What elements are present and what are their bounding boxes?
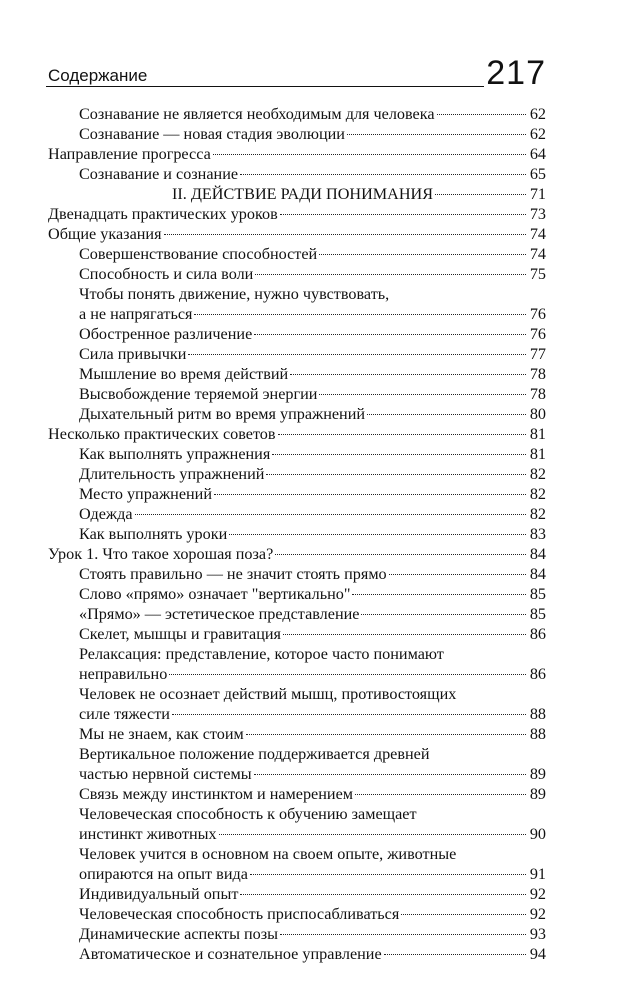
toc-entry-page: 65	[529, 165, 546, 183]
toc-subentry	[79, 404, 621, 424]
toc-entry-title: Человеческая способность приспосабливаться	[79, 905, 400, 923]
toc-entry-title: инстинкт животных	[79, 825, 217, 843]
toc-subentry	[79, 584, 621, 604]
toc-entry-line	[79, 784, 546, 804]
toc-subentry	[79, 364, 621, 384]
dot-leader	[266, 473, 526, 475]
toc-entry-page: 74	[529, 245, 546, 263]
toc-subentry	[79, 844, 621, 884]
header-rule	[46, 86, 484, 87]
running-header	[46, 54, 546, 92]
toc-entry-page: 77	[529, 345, 546, 363]
toc-entry-title: Обостренное различение	[79, 325, 253, 343]
toc-entry-line	[79, 664, 546, 684]
toc-subentry	[79, 524, 621, 544]
toc-entry-page: 90	[529, 825, 546, 843]
toc-entry-page: 80	[529, 405, 546, 423]
dot-leader	[219, 833, 526, 835]
toc-entry-line	[79, 604, 546, 624]
toc-chapter-entry	[48, 204, 621, 224]
dot-leader	[254, 773, 526, 775]
toc-entry-page: 74	[529, 225, 546, 243]
toc-entry-page: 93	[529, 925, 546, 943]
toc-chapter-entry	[48, 144, 621, 164]
toc-entry-line	[79, 824, 546, 844]
toc-entry-line	[172, 184, 546, 204]
toc-entry-title-line1: Человек учится в основном на своем опыте, животные	[79, 845, 457, 863]
toc-entry-page: 71	[529, 185, 546, 203]
toc-entry-line	[79, 444, 546, 464]
toc-entry-title: Слово «прямо» означает "вертикально"	[79, 585, 351, 603]
toc-entry-title: Скелет, мышцы и гравитация	[79, 625, 281, 643]
toc-entry-line	[79, 724, 546, 744]
toc-entry-title: Стоять правильно — не значит стоять прямо	[79, 565, 387, 583]
dot-leader	[246, 733, 526, 735]
dot-leader	[254, 333, 526, 335]
dot-leader	[240, 173, 526, 175]
dot-leader	[347, 133, 526, 135]
toc-entry-title: Совершенствование способностей	[79, 245, 318, 263]
toc-entry-page: 85	[529, 605, 546, 623]
toc-entry-title: Мы не знаем, как стоим	[79, 725, 244, 743]
toc-entry-page: 92	[529, 885, 546, 903]
toc-entry-line	[79, 344, 546, 364]
dot-leader	[389, 573, 526, 575]
toc-entry-line	[79, 304, 546, 324]
toc-entry-page: 62	[529, 105, 546, 123]
toc-entry-title-line1: Человеческая способность к обучению замещает	[79, 805, 417, 823]
dot-leader	[213, 153, 526, 155]
toc-entry-title: Сознавание — новая стадия эволюции	[79, 125, 345, 143]
toc-entry-page: 91	[529, 865, 546, 883]
toc-entry-page: 89	[529, 785, 546, 803]
toc-subentry	[79, 124, 621, 144]
toc-entry-page: 73	[529, 205, 546, 223]
page-number: 217	[486, 54, 546, 92]
toc-entry-title: Высвобождение теряемой энергии	[79, 385, 318, 403]
toc-entry-title: Как выполнять упражнения	[79, 445, 271, 463]
toc-entry-page: 92	[529, 905, 546, 923]
dot-leader	[172, 713, 526, 715]
toc-entry-title: Как выполнять уроки	[79, 525, 228, 543]
toc-entry-title-line1: Чтобы понять движение, нужно чувствовать,	[79, 285, 390, 303]
dot-leader	[352, 593, 526, 595]
toc-subentry	[79, 644, 621, 684]
dot-leader	[214, 493, 526, 495]
toc-entry-page: 86	[529, 625, 546, 643]
toc-entry-page: 64	[529, 145, 546, 163]
toc-entry-title: частью нервной системы	[79, 765, 252, 783]
dot-leader	[229, 533, 526, 535]
toc-entry-title: неправильно	[79, 665, 168, 683]
toc-entry-page: 76	[529, 325, 546, 343]
dot-leader	[280, 213, 526, 215]
toc-entry-title: Сила привычки	[79, 345, 187, 363]
toc-entry-page: 82	[529, 485, 546, 503]
toc-entry-page: 88	[529, 725, 546, 743]
toc-entry-title: Одежда	[79, 505, 133, 523]
dot-leader	[401, 913, 526, 915]
toc-entry-line	[79, 244, 546, 264]
toc-entry-page: 82	[529, 465, 546, 483]
dot-leader	[367, 413, 526, 415]
toc-entry-title-line1: Человек не осознает действий мышц, противостоящих	[79, 685, 457, 703]
toc-entry-line	[79, 764, 546, 784]
toc-entry-line	[48, 544, 546, 564]
toc-entry-title: Сознавание и сознание	[79, 165, 239, 183]
toc-entry-title: Несколько практических советов	[48, 425, 276, 443]
toc-entry-title: Способность и сила воли	[79, 265, 254, 283]
toc-entry-page: 81	[529, 425, 546, 443]
toc-chapter-entry	[48, 424, 621, 444]
toc-subentry	[79, 344, 621, 364]
dot-leader	[361, 613, 526, 615]
dot-leader	[194, 313, 526, 315]
dot-leader	[384, 953, 526, 955]
toc-entry-title: силе тяжести	[79, 705, 170, 723]
toc-subentry	[79, 384, 621, 404]
toc-entry-title: Место упражнений	[79, 485, 213, 503]
toc-entry-line	[79, 524, 546, 544]
toc-subentry	[79, 284, 621, 324]
toc-entry-line	[79, 164, 546, 184]
toc-entry-title: Мышление во время действий	[79, 365, 289, 383]
toc-entry-title: Дыхательный ритм во время упражнений	[79, 405, 366, 423]
toc-entry-line	[79, 384, 546, 404]
toc-subentry	[79, 564, 621, 584]
toc-subentry	[79, 444, 621, 464]
toc-subentry	[79, 504, 621, 524]
toc-entry-line	[79, 944, 546, 964]
toc-entry-title: а не напрягаться	[79, 305, 193, 323]
toc-entry-line	[79, 884, 546, 904]
toc-entry-line	[48, 424, 546, 444]
toc-chapter-entry	[48, 224, 621, 244]
toc-subentry	[79, 684, 621, 724]
toc-entry-title: Двенадцать практических уроков	[48, 205, 278, 223]
toc-entry-page: 81	[529, 445, 546, 463]
toc-entry-title: II. ДЕЙСТВИЕ РАДИ ПОНИМАНИЯ	[172, 185, 434, 203]
toc-entry-title: Автоматическое и сознательное управление	[79, 945, 382, 963]
dot-leader	[283, 633, 526, 635]
toc-entry-line	[79, 124, 546, 144]
table-of-contents	[0, 104, 621, 964]
toc-entry-page: 94	[529, 945, 546, 963]
toc-subentry	[79, 604, 621, 624]
toc-entry-line	[79, 484, 546, 504]
toc-entry-line	[79, 904, 546, 924]
toc-subentry	[79, 784, 621, 804]
toc-subentry	[79, 884, 621, 904]
toc-subentry	[79, 264, 621, 284]
toc-subentry	[79, 244, 621, 264]
toc-entry-page: 89	[529, 765, 546, 783]
toc-entry-title: Связь между инстинктом и намерением	[79, 785, 354, 803]
toc-entry-page: 62	[529, 125, 546, 143]
running-header-title: Содержание	[48, 66, 148, 85]
toc-entry-page: 78	[529, 365, 546, 383]
toc-entry-title-line1: Релаксация: представление, которое часто понимают	[79, 645, 444, 663]
toc-subentry	[79, 904, 621, 924]
toc-subentry	[79, 624, 621, 644]
toc-entry-page: 85	[529, 585, 546, 603]
toc-entry-title: опираются на опыт вида	[79, 865, 248, 883]
toc-entry-title: Сознавание не является необходимым для человека	[79, 105, 435, 123]
toc-entry-title: Индивидуальный опыт	[79, 885, 239, 903]
dot-leader	[240, 893, 526, 895]
toc-entry-line	[79, 584, 546, 604]
toc-entry-title: Длительность упражнений	[79, 465, 265, 483]
toc-entry-line	[79, 504, 546, 524]
toc-entry-line	[79, 864, 546, 884]
dot-leader	[290, 373, 526, 375]
toc-entry-line	[79, 624, 546, 644]
toc-entry-title: Динамические аспекты позы	[79, 925, 279, 943]
toc-subentry	[79, 924, 621, 944]
toc-entry-line	[79, 704, 546, 724]
toc-entry-line	[79, 564, 546, 584]
toc-subentry	[79, 324, 621, 344]
toc-entry-line	[48, 224, 546, 244]
toc-entry-page: 88	[529, 705, 546, 723]
toc-chapter-entry	[48, 544, 621, 564]
toc-entry-line	[79, 364, 546, 384]
toc-entry-page: 86	[529, 665, 546, 683]
toc-entry-page: 76	[529, 305, 546, 323]
toc-entry-page: 78	[529, 385, 546, 403]
toc-entry-title-line1: Вертикальное положение поддерживается древней	[79, 745, 430, 763]
dot-leader	[355, 793, 526, 795]
toc-entry-page: 82	[529, 505, 546, 523]
toc-entry-page: 84	[529, 565, 546, 583]
toc-entry-page: 75	[529, 265, 546, 283]
dot-leader	[188, 353, 526, 355]
dot-leader	[319, 253, 526, 255]
toc-subentry	[79, 724, 621, 744]
toc-subentry	[79, 804, 621, 844]
toc-entry-page: 84	[529, 545, 546, 563]
toc-subentry	[79, 944, 621, 964]
toc-entry-title: Общие указания	[48, 225, 162, 243]
dot-leader	[135, 513, 526, 515]
toc-subentry	[79, 104, 621, 124]
toc-entry-title: «Прямо» — эстетическое представление	[79, 605, 360, 623]
toc-entry-title: Направление прогресса	[48, 145, 211, 163]
dot-leader	[319, 393, 526, 395]
toc-entry-line	[79, 464, 546, 484]
dot-leader	[437, 113, 526, 115]
toc-subentry	[79, 164, 621, 184]
toc-entry-line	[48, 204, 546, 224]
dot-leader	[164, 233, 526, 235]
dot-leader	[280, 933, 526, 935]
toc-entry-line	[79, 324, 546, 344]
toc-entry-line	[48, 144, 546, 164]
toc-subentry	[79, 744, 621, 784]
toc-subentry	[79, 484, 621, 504]
toc-entry-line	[79, 924, 546, 944]
toc-entry-page: 83	[529, 525, 546, 543]
toc-entry-line	[79, 404, 546, 424]
dot-leader	[169, 673, 526, 675]
dot-leader	[275, 553, 526, 555]
dot-leader	[250, 873, 526, 875]
toc-section-heading	[172, 184, 621, 204]
toc-entry-line	[79, 264, 546, 284]
dot-leader	[435, 193, 526, 195]
toc-entry-line	[79, 104, 546, 124]
dot-leader	[255, 273, 526, 275]
dot-leader	[272, 453, 526, 455]
dot-leader	[278, 433, 526, 435]
toc-entry-title: Урок 1. Что такое хорошая поза?	[48, 545, 274, 563]
toc-subentry	[79, 464, 621, 484]
